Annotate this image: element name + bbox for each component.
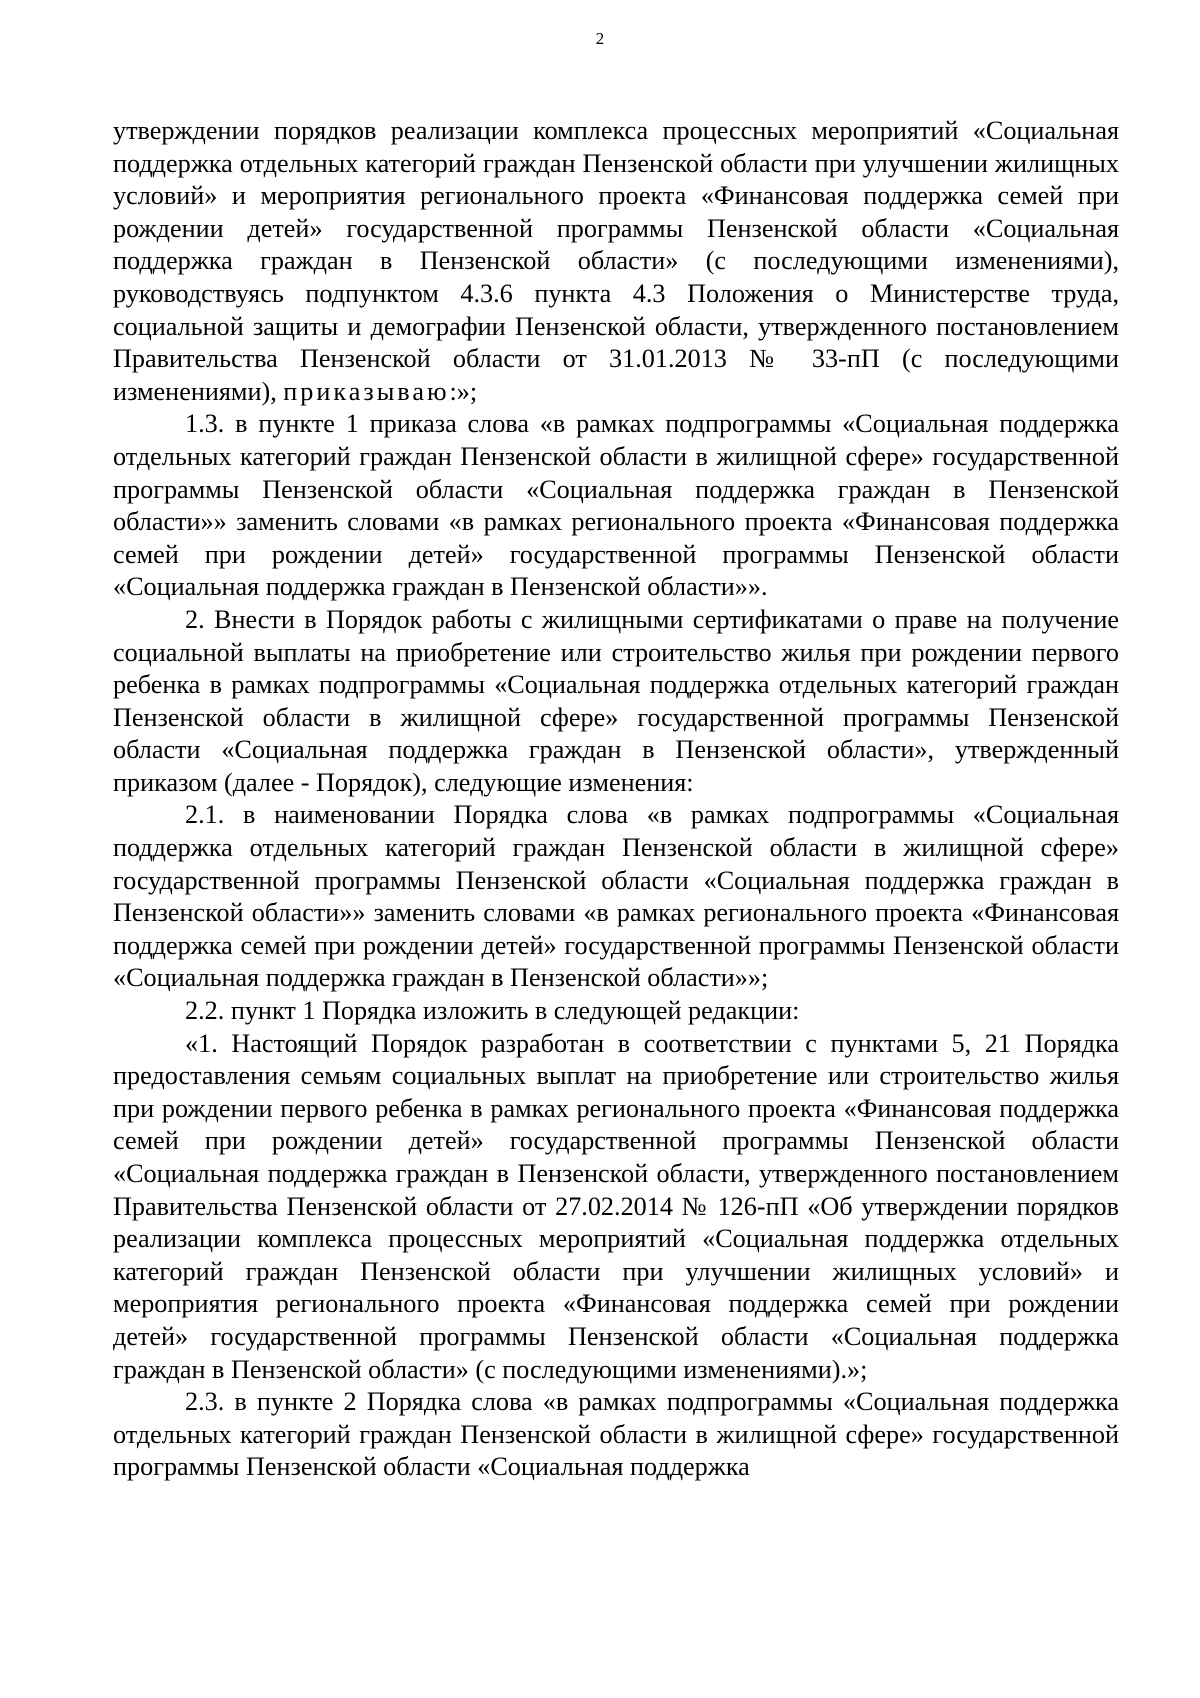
page-number: 2 — [595, 29, 605, 48]
paragraph-2-2: 2.2. пункт 1 Порядка изложить в следующей редакции: — [185, 996, 800, 1026]
paragraph-text: утверждении порядков реализации комплекса процессных мероприятий «Социальная поддержка отдельных категорий граждан Пензенской области при улучшении жилищных условий» и мероприятия регионального проекта «Финансовая поддержка семей при рождении детей» государственной программы Пензенской области «Социальная поддержка граждан в Пензенской области» (с последующими изменениями), руководствуясь подпунктом 4.3.6 пункта 4.3 Положения о Министерстве труда, социальной защиты и демографии Пензенской области, утвержденного постановлением Правительства Пензенской области от 31.01.2013 № 33-пП (с последующими изменениями), — [113, 116, 1119, 406]
paragraph-preamble-continuation — [113, 115, 1119, 408]
paragraph-tail: :»; — [449, 376, 478, 406]
paragraph-2-3: 2.3. в пункте 2 Порядка слова «в рамках подпрограммы «Социальная поддержка отдельных категорий граждан Пензенской области в жилищной сфере» государственной программы Пензенской области «Социальная поддержка — [113, 1387, 1119, 1482]
document-body — [113, 115, 1119, 1484]
paragraph-2-1: 2.1. в наименовании Порядка слова «в рамках подпрограммы «Социальная поддержка отдельных категорий граждан Пензенской области в жилищной сфере» государственной программы Пензенской области «Социальная поддержка граждан в Пензенской области»» заменить словами «в рамках регионального проекта «Финансовая поддержка семей при рождении детей» государственной программы Пензенской области «Социальная поддержка граждан в Пензенской области»»; — [113, 800, 1119, 993]
order-word-spaced: приказываю — [283, 376, 450, 406]
paragraph-1-3: 1.3. в пункте 1 приказа слова «в рамках подпрограммы «Социальная поддержка отдельных категорий граждан Пензенской области в жилищной сфере» государственной программы Пензенской области «Социальная поддержка граждан в Пензенской области»» заменить словами «в рамках регионального проекта «Финансовая поддержка семей при рождении детей» государственной программы Пензенской области «Социальная поддержка граждан в Пензенской области»». — [113, 409, 1119, 602]
paragraph-2: 2. Внести в Порядок работы с жилищными сертификатами о праве на получение социальной выплаты на приобретение или строительство жилья при рождении первого ребенка в рамках подпрограммы «Социальная поддержка отдельных категорий граждан Пензенской области в жилищной сфере» государственной программы Пензенской области «Социальная поддержка граждан в Пензенской области», утвержденный приказом (далее - Порядок), следующие изменения: — [113, 604, 1119, 797]
paragraph-2-2-quote: «1. Настоящий Порядок разработан в соответствии с пунктами 5, 21 Порядка предоставления семьям социальных выплат на приобретение или строительство жилья при рождении первого ребенка в рамках регионального проекта «Финансовая поддержка семей при рождении детей» государственной программы Пензенской области «Социальная поддержка граждан в Пензенской области, утвержденного постановлением Правительства Пензенской области от 27.02.2014 № 126-пП «Об утверждении порядков реализации комплекса процессных мероприятий «Социальная поддержка отдельных категорий граждан Пензенской области при улучшении жилищных условий» и мероприятия регионального проекта «Финансовая поддержка семей при рождении детей» государственной программы Пензенской области «Социальная поддержка граждан в Пензенской области» (с последующими изменениями).»; — [113, 1028, 1119, 1384]
